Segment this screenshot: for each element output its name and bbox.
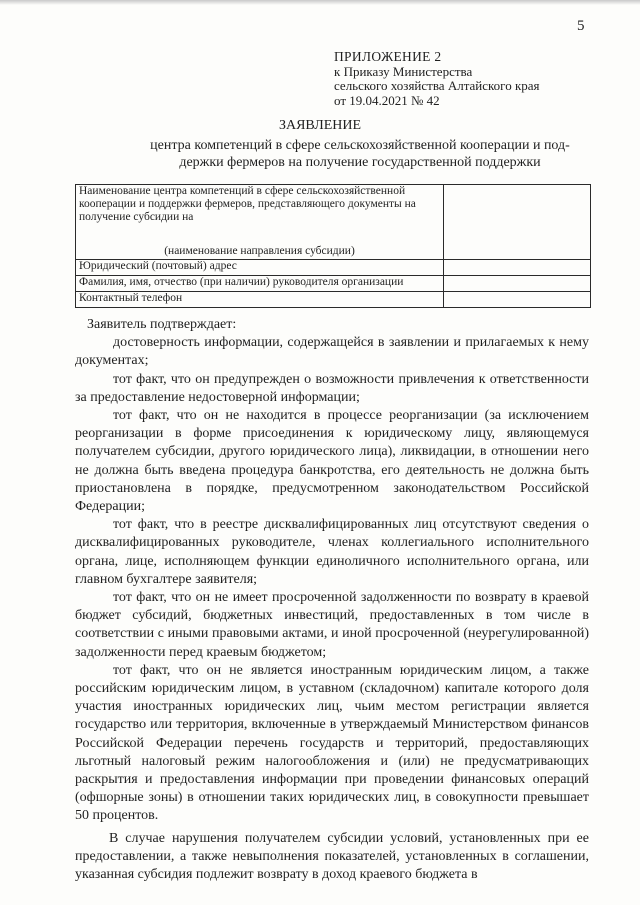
paragraph: достоверность информации, содержащейся в заявлении и прилагаемых к нему документах; <box>75 335 589 369</box>
table-cell-value[interactable] <box>444 260 591 276</box>
appendix-line: от 19.04.2021 № 42 <box>334 92 440 108</box>
table-row <box>76 276 591 292</box>
paragraph-intro: Заявитель подтверждает: <box>87 317 237 332</box>
table-cell-label <box>76 185 444 260</box>
paragraph: тот факт, что он не имеет просроченной задолженности по возврату в краевой бюджет субсидий, бюджетных инвестиций, предоставленных в том числе в соответствии с иными правовыми актами, и иной просроченной (неурегулированной) задолженности перед краевым бюджетом; <box>75 590 589 660</box>
document-body <box>75 316 589 884</box>
paragraph: тот факт, что в реестре дисквалифицированных лиц отсутствуют сведения о дисквалифицированных руководителе, членах коллегиального исполнительного органа, лице, исполняющем функции единоличного исполнительного органа, или главном бухгалтере заявителя; <box>75 517 589 587</box>
appendix-heading: ПРИЛОЖЕНИЕ 2 <box>334 49 442 64</box>
subsidy-direction-caption: (наименование направления субсидии) <box>164 245 355 257</box>
table-cell-value[interactable] <box>444 276 591 292</box>
application-form-table <box>75 184 591 308</box>
paragraph: тот факт, что он не является иностранным юридическим лицом, а также российским юридическим лицом, в уставном (складочном) капитале которого доля участия иностранных юридических лиц, чьим местом регистрации является государство или территория, включенные в утверждаемый Министерством финансов Российской Федерации перечень государств и территорий, предоставляющих льготный налоговый режим налогообложения и (или) не предусматривающих раскрытия и предоставления информации при проведении финансовых операций (офшорные зоны) в отношении таких юридических лиц, в совокупности превышает 50 процентов. <box>75 662 589 824</box>
paragraph: тот факт, что он предупрежден о возможности привлечения к ответственности за предоставление недостоверной информации; <box>75 371 589 405</box>
paragraph: тот факт, что он не находится в процессе реорганизации (за исключением реорганизации в форме присоединения к юридическому лицу, являющемуся получателем субсидии, другого юридического лица), ликвидации, в отношении него не должна быть введена процедура банкротства, его деятельность не должна быть приостановлена в порядке, предусмотренном законодательством Российской Федерации; <box>75 408 589 515</box>
appendix-line: сельского хозяйства Алтайского края <box>334 78 540 93</box>
manager-name-label: Фамилия, имя, отчество (при наличии) руководителя организации <box>76 276 444 292</box>
document-subtitle: центра компетенций в сфере сельскохозяйственной кооперации и под- <box>150 138 570 153</box>
table-cell-value[interactable] <box>444 185 591 260</box>
document-title: ЗАЯВЛЕНИЕ <box>278 118 362 133</box>
scan-edge <box>0 0 640 5</box>
appendix-line: к Приказу Министерства <box>334 63 473 79</box>
contact-phone-label: Контактный телефон <box>76 292 444 308</box>
table-row <box>76 292 591 308</box>
table-cell-value[interactable] <box>444 292 591 308</box>
page-number: 5 <box>577 18 585 34</box>
table-row <box>76 260 591 276</box>
document-subtitle: держки фермеров на получение государственной поддержки <box>179 155 541 170</box>
paragraph-closing: В случае нарушения получателем субсидии условий, установленных при ее предоставлении, а также невыполнения показателей, установленных в соглашении, указанная субсидия подлежит возврату в доход краевого бюджета в <box>75 830 589 883</box>
subsidy-recipient-label: Наименование центра компетенций в сфере сельскохозяйственной кооперации и поддержки фермеров, представляющего документы на получение субсидии на <box>79 185 416 223</box>
legal-address-label: Юридический (почтовый) адрес <box>76 260 444 276</box>
table-row <box>76 185 591 260</box>
appendix-block <box>334 50 540 108</box>
